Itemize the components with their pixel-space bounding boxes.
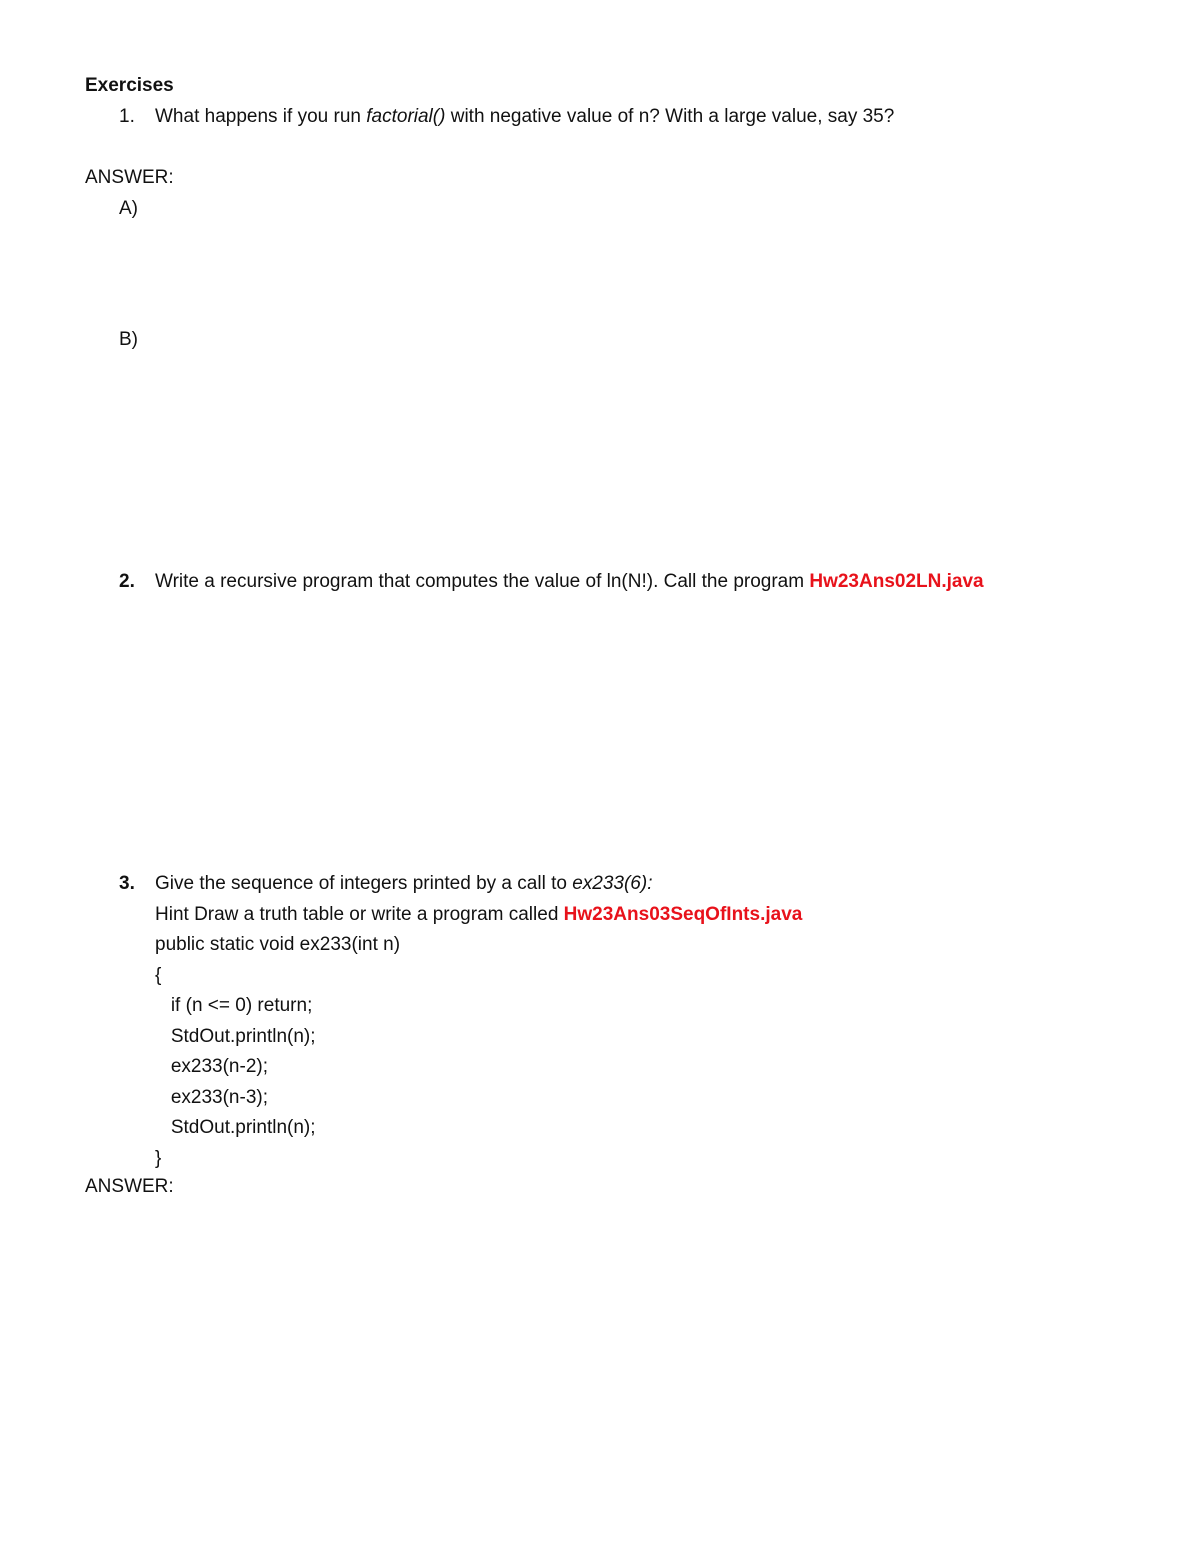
question-3-hint bbox=[155, 904, 802, 926]
answer-1-part-b: B) bbox=[119, 329, 138, 350]
question-3-hint-text: Hint Draw a truth table or write a program called bbox=[155, 904, 564, 925]
question-1-text-after: with negative value of n? With a large value, say 35? bbox=[445, 106, 895, 127]
question-2-number: 2. bbox=[119, 571, 135, 592]
answer-1-label: ANSWER: bbox=[85, 167, 174, 188]
question-1-number: 1. bbox=[119, 106, 135, 127]
question-3 bbox=[119, 873, 652, 895]
code-line-6: ex233(n-3); bbox=[155, 1087, 268, 1108]
code-line-7: StdOut.println(n); bbox=[155, 1117, 316, 1138]
code-line-1: public static void ex233(int n) bbox=[155, 934, 401, 955]
question-3-call: ex233(6): bbox=[572, 873, 653, 894]
question-1-func: factorial() bbox=[366, 106, 446, 127]
question-3-hint-filename: Hw23Ans03SeqOfInts.java bbox=[563, 904, 803, 925]
question-3-text: Give the sequence of integers printed by a call to bbox=[155, 873, 573, 894]
question-1 bbox=[119, 106, 894, 128]
question-3-number: 3. bbox=[119, 873, 135, 894]
code-line-2: { bbox=[155, 965, 162, 986]
code-line-5: ex233(n-2); bbox=[155, 1056, 268, 1077]
question-2 bbox=[119, 571, 984, 593]
page-title: Exercises bbox=[85, 75, 174, 96]
question-2-filename: Hw23Ans02LN.java bbox=[809, 571, 984, 592]
code-line-4: StdOut.println(n); bbox=[155, 1026, 316, 1047]
question-2-text: Write a recursive program that computes the value of ln(N!). Call the program bbox=[155, 571, 810, 592]
answer-3-label: ANSWER: bbox=[85, 1176, 174, 1197]
answer-1-part-a: A) bbox=[119, 198, 138, 219]
code-line-8: } bbox=[155, 1148, 162, 1169]
code-line-3: if (n <= 0) return; bbox=[155, 995, 313, 1016]
question-1-text-before: What happens if you run bbox=[155, 106, 367, 127]
